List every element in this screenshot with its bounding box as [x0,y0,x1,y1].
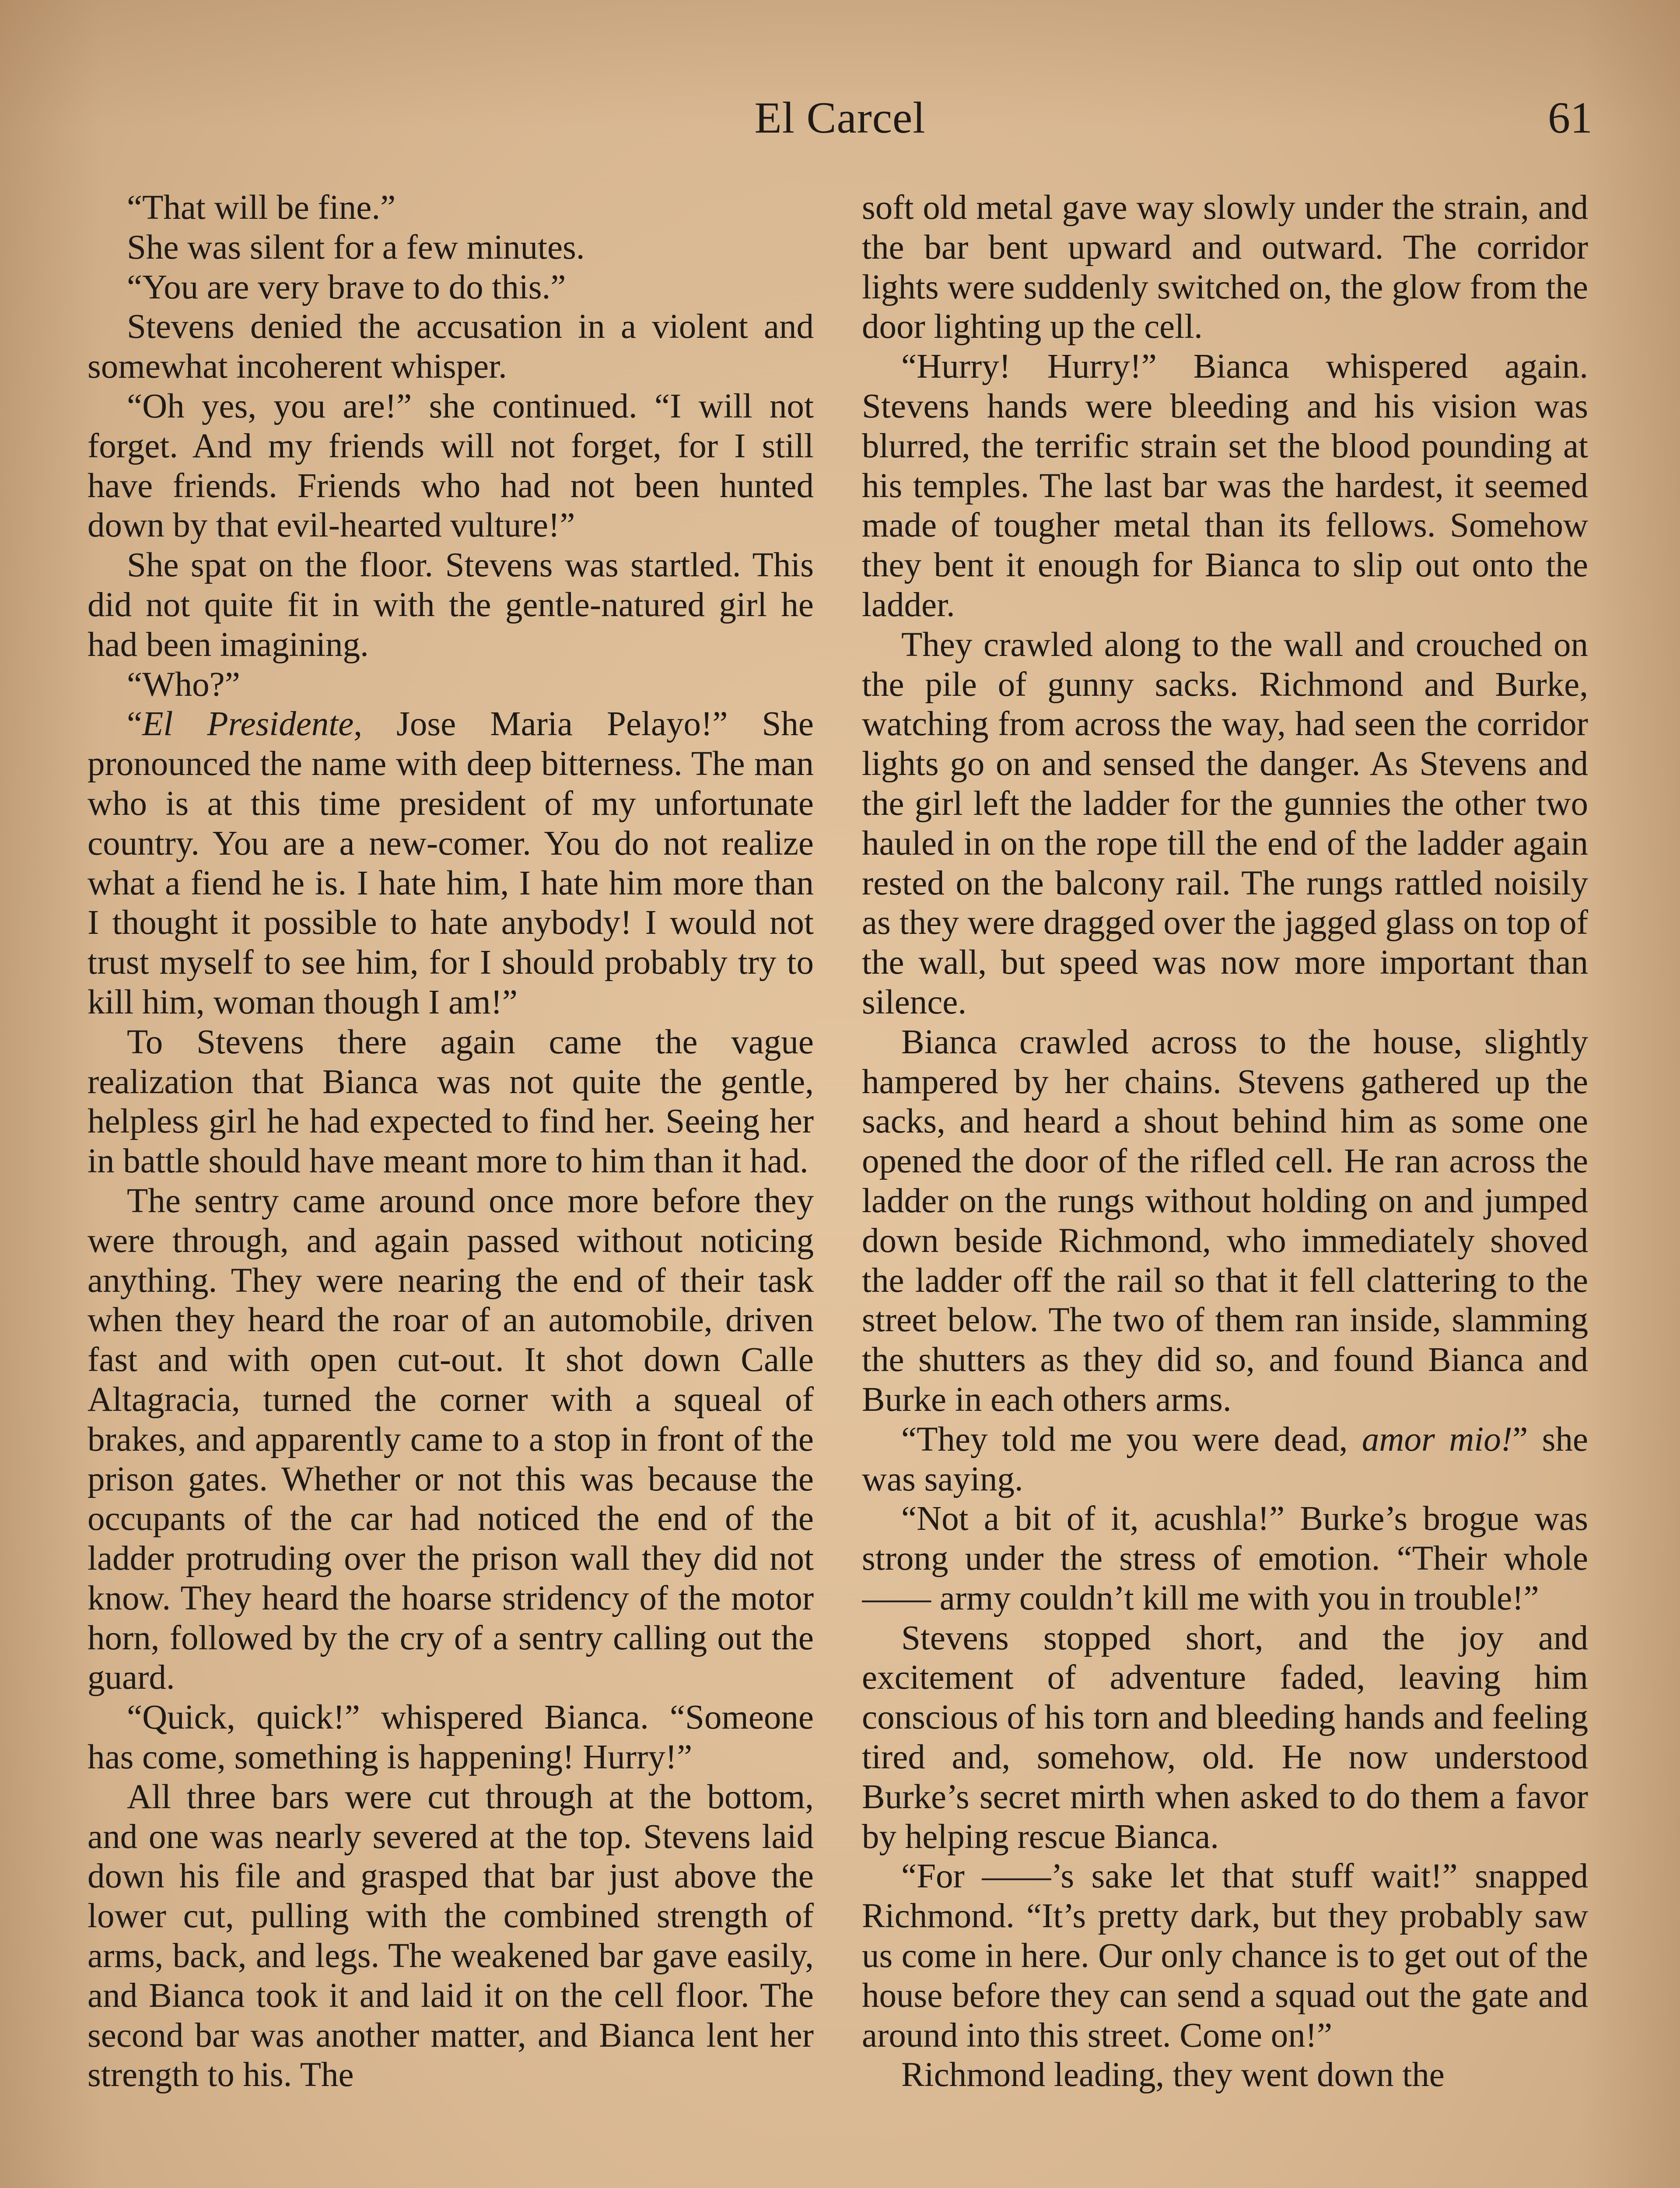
paragraph: “That will be fine.” [127,189,396,227]
paragraph-continued: soft old metal gave way slowly under the strain, and the bar bent upward and outward. The corridor lights were suddenly switched on, the glow from the door lighting up the cell. [862,189,1588,346]
paragraph: “You are very brave to do this.” [127,268,566,306]
paragraph: Stevens stopped short, and the joy and excitement of adventure faded, leaving him conscious of his torn and bleeding hands and feeling tired and, somehow, old. He now understood Burke’s secret mirth when asked to do them a favor by helping rescue Bianca. [862,1619,1588,1856]
page-number: 61 [1548,93,1592,143]
paragraph: Bianca crawled across to the house, slightly hampered by her chains. Stevens gathered up the sacks, and heard a shout behind him as some one opened the door of the rifled cell. He ran across the ladder on the rungs without holding on and jumped down beside Richmond, who immediately shoved the ladder off the rail so that it fell clattering to the street below. The two of them ran inside, slamming the shutters as they did so, and found Bianca and Burke in each others arms. [862,1023,1588,1419]
paragraph: To Stevens there again came the vague realization that Bianca was not quite the gentle, helpless girl he had expected to find her. Seeing her in battle should have meant more to him than it had. [88,1023,814,1181]
right-column [862,188,1588,2188]
paragraph: She spat on the floor. Stevens was startled. This did not quite fit in with the gentle-natured girl he had been imagining. [88,546,814,664]
paragraph: Richmond leading, they went down the [901,2056,1445,2094]
paragraph: “Not a bit of it, acushla!” Burke’s brogue was strong under the stress of emotion. “Their whole —— army couldn’t kill me with you in trouble!” [862,1500,1588,1617]
paragraph: “Oh yes, you are!” she continued. “I will not forget. And my friends will not forget, for I still have friends. Friends who had not been hunted down by that evil-hearted vulture!” [88,387,814,545]
paragraph: “Hurry! Hurry!” Bianca whispered again. Stevens hands were bleeding and his vision was blurred, the terrific strain set the blood pounding at his temples. The last bar was the hardest, it seemed made of tougher metal than its fellows. Somehow they bent it enough for Bianca to slip out onto the ladder. [862,347,1588,624]
running-title: El Carcel [754,93,926,143]
paragraph: All three bars were cut through at the bottom, and one was nearly severed at the top. Stevens laid down his file and grasped that bar just above the lower cut, pulling with the combined strength of arms, back, and legs. The weakened bar gave easily, and Bianca took it and laid it on the cell floor. The second bar was another matter, and Bianca lent her strength to his. The [88,1778,814,2094]
paragraph: “They told me you were dead, amor mio!” she was saying. [862,1420,1588,1498]
paragraph: Stevens denied the accusation in a violent and somewhat incoherent whisper. [88,308,814,386]
paragraph: “For ——’s sake let that stuff wait!” snapped Richmond. “It’s pretty dark, but they probably saw us come in here. Our only chance is to get out of the house before they can send a squad out the gate and around into this street. Come on!” [862,1857,1588,2055]
paragraph: “El Presidente, Jose Maria Pelayo!” She pronounced the name with deep bitterness. The man who is at this time president of my unfortunate country. You are a new-comer. You do not realize what a fiend he is. I hate him, I hate him more than I thought it possible to hate anybody! I would not trust myself to see him, for I should probably try to kill him, woman though I am!” [88,705,814,1021]
paragraph: “Who?” [127,665,240,704]
left-column [88,188,814,2188]
paragraph: She was silent for a few minutes. [127,228,585,266]
paragraph: “Quick, quick!” whispered Bianca. “Someone has come, something is happening! Hurry!” [88,1698,814,1777]
paragraph: They crawled along to the wall and crouched on the pile of gunny sacks. Richmond and Burke, watching from across the way, had seen the corridor lights go on and sensed the danger. As Stevens and the girl left the ladder for the gunnies the other two hauled in on the rope till the end of the ladder again rested on the balcony rail. The rungs rattled noisily as they were dragged over the jagged glass on top of the wall, but speed was now more important than silence. [862,625,1588,1021]
paragraph: The sentry came around once more before they were through, and again passed without noticing anything. They were nearing the end of their task when they heard the roar of an automobile, driven fast and with open cut-out. It shot down Calle Altagracia, turned the corner with a squeal of brakes, and apparently came to a stop in front of the prison gates. Whether or not this was because the occupants of the car had noticed the end of the ladder protruding over the prison wall they did not know. They heard the hoarse stridency of the motor horn, followed by the cry of a sentry calling out the guard. [88,1182,814,1697]
running-head [88,90,1592,147]
